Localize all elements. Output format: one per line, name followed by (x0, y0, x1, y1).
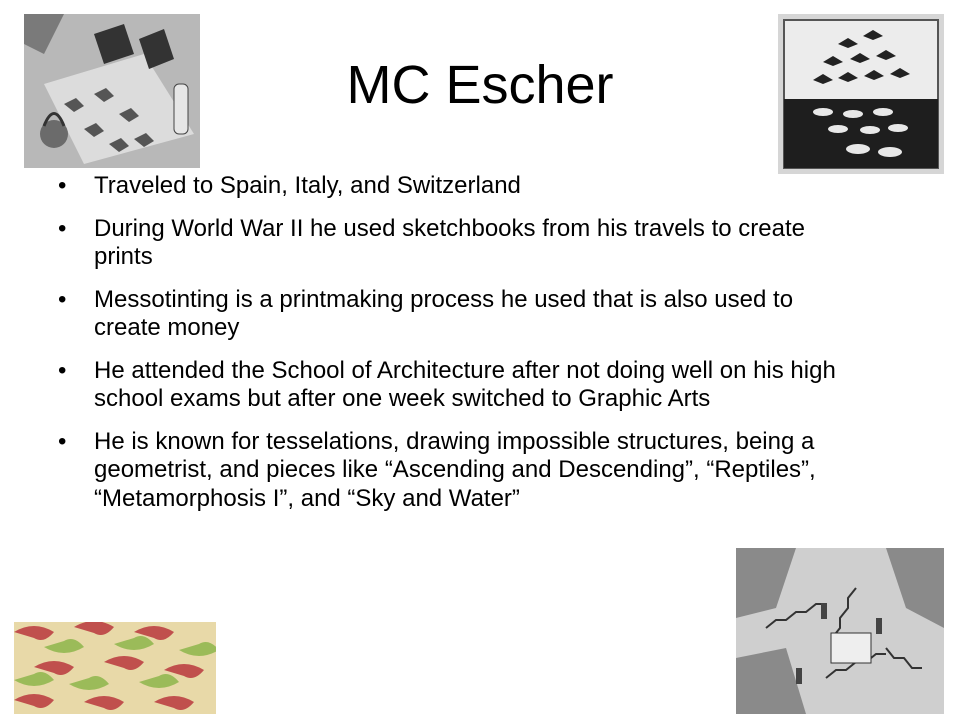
bullet-list (56, 172, 856, 527)
relativity-print-image (736, 548, 944, 714)
bullet-item: • Messotinting is a printmaking process he used that is also used to create money (56, 286, 856, 343)
slide-title: MC Escher (346, 55, 614, 115)
lizard-tessellation-image (14, 622, 216, 714)
bullet-item: • He attended the School of Architecture after not doing well on his high school exams but after one week switched to Graphic Arts (56, 357, 856, 414)
reptiles-print-image (24, 14, 200, 168)
bullet-item: • He is known for tesselations, drawing impossible structures, being a geometrist, and pieces like “Ascending and Descending”, “Reptiles”, “Metamorphosis I”, and “Sky and Water” (56, 428, 856, 514)
sky-and-water-print-image (778, 14, 944, 174)
bullet-item: • Traveled to Spain, Italy, and Switzerland (56, 172, 856, 201)
bullet-item: • During World War II he used sketchbooks from his travels to create prints (56, 215, 856, 272)
